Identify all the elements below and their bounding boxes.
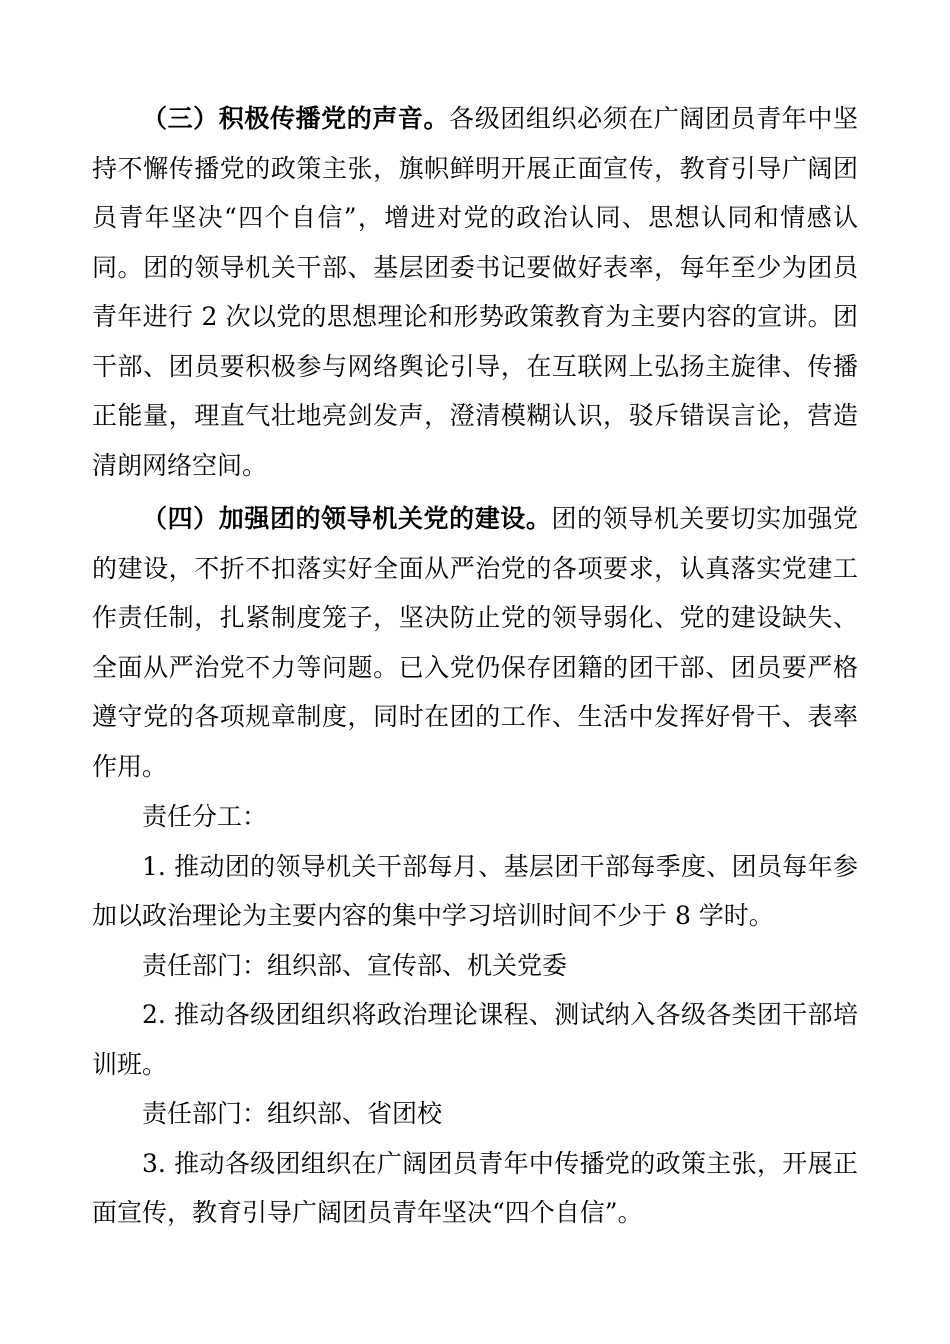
- item-2-departments: 责任部门：组织部、省团校: [142, 1099, 443, 1128]
- paragraph-4-line-1-rest: 团的领导机关要切实加强党: [551, 504, 858, 533]
- paragraph-3-line: 干部、团员要积极参与网络舆论引导，在互联网上弘扬主旋律、传播: [92, 352, 858, 381]
- paragraph-4-heading: （四）加强团的领导机关党的建设。: [142, 504, 552, 533]
- paragraph-4-line: 作责任制，扎紧制度笼子，坚决防止党的领导弱化、党的建设缺失、: [92, 603, 858, 632]
- paragraph-4-line-1: [142, 502, 858, 536]
- item-3-line-1: 3. 推动各级团组织在广阔团员青年中传播党的政策主张，开展正: [142, 1149, 858, 1178]
- paragraph-4-line: 遵守党的各项规章制度，同时在团的工作、生活中发挥好骨干、表率: [92, 702, 858, 731]
- paragraph-4-line: 全面从严治党不力等问题。已入党仍保存团籍的团干部、团员要严格: [92, 653, 858, 682]
- item-2-line-1: 2. 推动各级团组织将政治理论课程、测试纳入各级各类团干部培: [142, 1000, 858, 1029]
- item-3-line-2: 面宣传，教育引导广阔团员青年坚决“四个自信”。: [92, 1198, 643, 1227]
- paragraph-3-line: 员青年坚决“四个自信”，增进对党的政治认同、思想认同和情感认: [92, 203, 858, 232]
- item-1-departments: 责任部门：组织部、宣传部、机关党委: [142, 951, 568, 980]
- paragraph-3-line: 同。团的领导机关干部、基层团委书记要做好表率，每年至少为团员: [92, 253, 858, 282]
- paragraph-3-last-line: 清朗网络空间。: [92, 451, 268, 480]
- paragraph-3-line-1-rest: 各级团组织必须在广阔团员青年中坚: [449, 104, 858, 133]
- paragraph-3-line: 青年进行 2 次以党的思想理论和形势政策教育为主要内容的宣讲。团: [92, 302, 858, 331]
- paragraph-4-line: 的建设，不折不扣落实好全面从严治党的各项要求，认真落实党建工: [92, 554, 858, 583]
- paragraph-4-last-line: 作用。: [92, 752, 168, 781]
- paragraph-3-line: 持不懈传播党的政策主张，旗帜鲜明开展正面宣传，教育引导广阔团: [92, 154, 858, 183]
- item-1-line-2: 加以政治理论为主要内容的集中学习培训时间不少于 8 学时。: [92, 901, 774, 930]
- paragraph-3-line: 正能量，理直气壮地亮剑发声，澄清模糊认识，驳斥错误言论，营造: [92, 401, 858, 430]
- item-1-line-1: 1. 推动团的领导机关干部每月、基层团干部每季度、团员每年参: [142, 852, 858, 881]
- responsibility-heading: 责任分工：: [142, 802, 268, 831]
- paragraph-3-heading: （三）积极传播党的声音。: [142, 104, 450, 133]
- item-2-line-2: 训班。: [92, 1050, 168, 1079]
- paragraph-3-line-1: [142, 102, 858, 136]
